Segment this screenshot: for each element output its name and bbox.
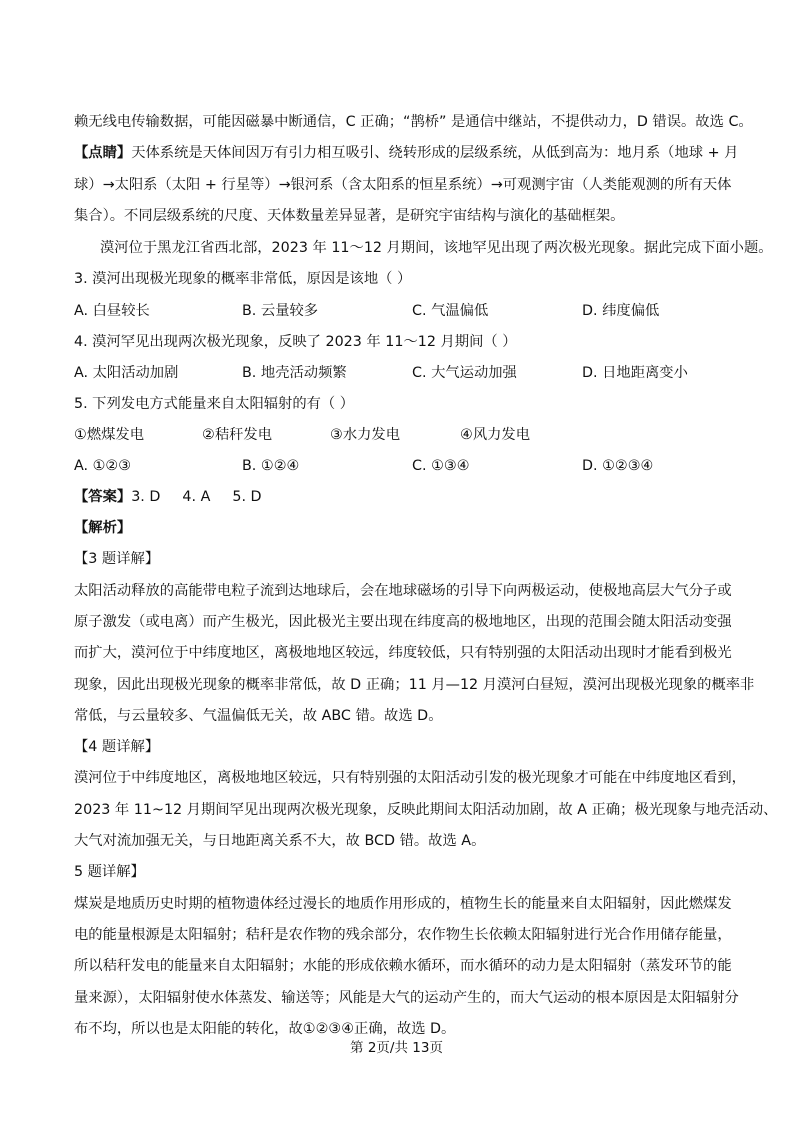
choice-b: B. 地壳活动频繁 — [242, 365, 347, 381]
dianjing-line: 球）→太阳系（太阳 + 行星等）→银河系（含太阳系的恒星系统）→可观测宇宙（人类能观测的所有天体 — [74, 177, 732, 193]
choice-b: B. 云量较多 — [242, 303, 319, 319]
detail-5-line: 所以秸秆发电的能量来自太阳辐射；水能的形成依赖水循环，而水循环的动力是太阳辐射（蒸发环节的能 — [74, 958, 732, 974]
answer-item: 4. A — [182, 489, 211, 505]
choice-d: D. ①②③④ — [582, 458, 654, 474]
dianjing-line: 集合）。不同层级系统的尺度、天体数量差异显著，是研究宇宙结构与演化的基础框架。 — [74, 208, 625, 224]
option-4: ④风力发电 — [460, 427, 531, 443]
question-4-stem: 4. 漠河罕见出现两次极光现象，反映了 2023 年 11～12 月期间（ ） — [74, 334, 517, 350]
dianjing-text: 天体系统是天体间因万有引力相互吸引、绕转形成的层级系统，从低到高为：地月系（地球 + 月 — [131, 145, 739, 161]
choice-a: A. 白昼较长 — [74, 303, 150, 319]
detail-5-line: 电的能量根源是太阳辐射；秸秆是农作物的残余部分，农作物生长依赖太阳辐射进行光合作用储存能量， — [74, 927, 732, 943]
intro-line: 赖无线电传输数据，可能因磁暴中断通信，C 正确；“鹊桥” 是通信中继站，不提供动力，D 错误。故选 C。 — [74, 114, 753, 130]
question-5-options — [74, 425, 754, 445]
dianjing-tag: 【点睛】 — [74, 145, 132, 161]
answer-item: 5. D — [232, 489, 262, 505]
choice-c: C. 大气运动加强 — [412, 365, 517, 381]
option-1: ①燃煤发电 — [74, 427, 145, 443]
choice-a: A. ①②③ — [74, 458, 132, 474]
detail-3-line: 原子激发（或电离）而产生极光，因此极光主要出现在纬度高的极地地区，出现的范围会随太阳活动变强 — [74, 614, 732, 630]
detail-5-line: 煤炭是地质历史时期的植物遗体经过漫长的地质作用形成的，植物生长的能量来自太阳辐射，因此燃煤发 — [74, 896, 732, 912]
detail-3-line: 而扩大，漠河位于中纬度地区，离极地地区较远，纬度较低，只有特别强的太阳活动出现时才能看到极光 — [74, 645, 732, 661]
choice-a: A. 太阳活动加剧 — [74, 365, 179, 381]
question-3-stem: 3. 漠河出现极光现象的概率非常低，原因是该地（ ） — [74, 271, 412, 287]
detail-3-line: 现象，因此出现极光现象的概率非常低，故 D 正确；11 月—12 月漠河白昼短，漠河出现极光现象的概率非 — [74, 677, 755, 693]
option-3: ③水力发电 — [330, 427, 401, 443]
detail-5-line: 布不均，所以也是太阳能的转化，故①②③④正确，故选 D。 — [74, 1021, 456, 1037]
detail-4-line: 漠河位于中纬度地区，离极地地区较远，只有特别强的太阳活动引发的极光现象才可能在中纬度地区看到， — [74, 770, 746, 786]
detail-4-heading: 【4 题详解】 — [74, 739, 160, 755]
choice-d: D. 纬度偏低 — [582, 303, 660, 319]
question-5-choices — [74, 456, 754, 476]
answer-tag: 【答案】 — [74, 489, 132, 505]
detail-5-heading: 5 题详解】 — [74, 864, 145, 880]
detail-5-line: 量来源），太阳辐射使水体蒸发、输送等；风能是大气的运动产生的，而大气运动的根本原因是太阳辐射分 — [74, 990, 739, 1006]
detail-4-line: 大气对流加强无关，与日地距离关系不大，故 BCD 错。故选 A。 — [74, 833, 486, 849]
choice-c: C. ①③④ — [412, 458, 470, 474]
detail-4-line: 2023 年 11~12 月期间罕见出现两次极光现象，反映此期间太阳活动加剧，故 A 正确；极光现象与地壳活动、 — [74, 802, 778, 818]
detail-3-heading: 【3 题详解】 — [74, 551, 160, 567]
answer-line — [74, 487, 754, 507]
option-2: ②秸秆发电 — [202, 427, 273, 443]
dianjing-line — [74, 143, 754, 163]
page-footer: 第 2页/共 13页 — [350, 1040, 443, 1056]
detail-3-line: 太阳活动释放的高能带电粒子流到达地球后，会在地球磁场的引导下向两极运动，使极地高层大气分子或 — [74, 583, 732, 599]
choice-b: B. ①②④ — [242, 458, 300, 474]
passage-text: 漠河位于黑龙江省西北部，2023 年 11～12 月期间，该地罕见出现了两次极光现象。据此完成下面小题。 — [100, 240, 773, 256]
question-5-stem: 5. 下列发电方式能量来自太阳辐射的有（ ） — [74, 396, 355, 412]
analysis-heading: 【解析】 — [74, 520, 132, 536]
question-4-choices — [74, 363, 754, 383]
choice-c: C. 气温偏低 — [412, 303, 489, 319]
detail-3-line: 常低，与云量较多、气温偏低无关，故 ABC 错。故选 D。 — [74, 708, 443, 724]
question-3-choices — [74, 301, 754, 321]
choice-d: D. 日地距离变小 — [582, 365, 688, 381]
answer-item: 3. D — [131, 489, 161, 505]
